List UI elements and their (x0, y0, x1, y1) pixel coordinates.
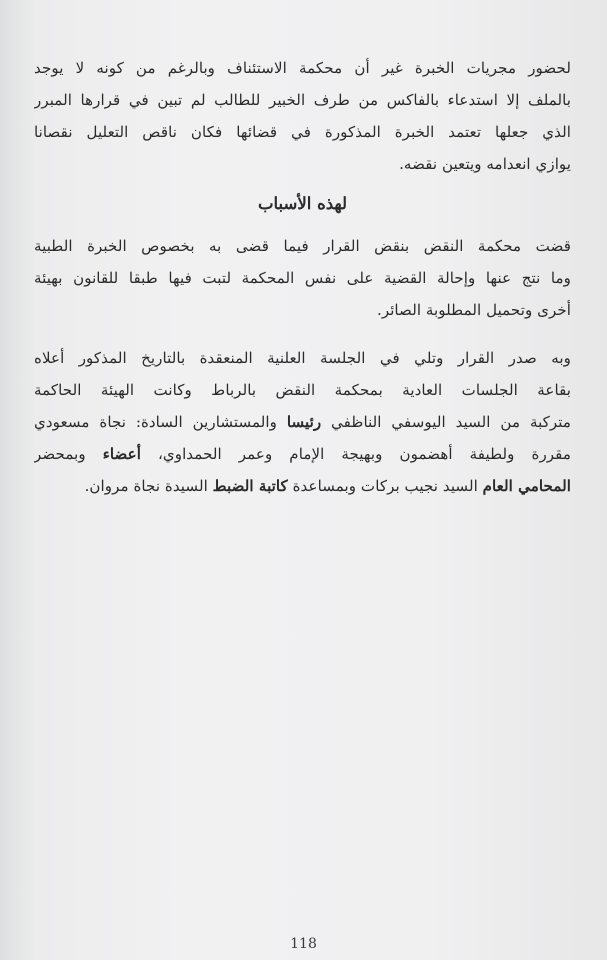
text-run: السيد نجيب بركات وبمساعدة (287, 477, 483, 495)
text-run: مقررة ولطيفة أهضمون وبهيجة الإمام وعمر الحمداوي، (140, 445, 571, 463)
text-line (34, 470, 571, 502)
text-line: يوازي انعدامه ويتعين نقضه. (399, 155, 571, 173)
text-run: والمستشارين السادة: نجاة مسعودي (34, 413, 287, 431)
bold-text-attorney-general: المحامي العام (482, 477, 571, 495)
text-run: السيدة نجاة مروان. (84, 477, 213, 495)
text-run: وبمحضر (34, 445, 103, 463)
text-line: وبه صدر القرار وتلي في الجلسة العلنية المنعقدة بالتاريخ المذكور أعلاه (34, 349, 571, 367)
text-run: متركبة من السيد اليوسفي الناظفي (321, 413, 571, 431)
text-line (34, 438, 571, 470)
text-line: أخرى وتحميل المطلوبة الصائر. (377, 301, 571, 319)
text-line: بالملف إلا استدعاء بالفاكس من طرف الخبير للطالب لم تبين في قرارها المبرر (34, 91, 571, 109)
paragraph-3 (34, 342, 571, 502)
paragraph-1 (34, 52, 571, 180)
text-line: وما نتج عنها وإحالة القضية على نفس المحكمة لتبت فيها طبقا للقانون بهيئة (34, 269, 571, 287)
paragraph-2 (34, 230, 571, 326)
section-heading: لهذه الأسباب (257, 194, 348, 213)
page-text (34, 52, 571, 502)
text-line: بقاعة الجلسات العادية بمحكمة النقض بالرباط وكانت الهيئة الحاكمة (34, 381, 571, 399)
bold-text-president: رئيسا (286, 413, 322, 431)
page-number: 118 (290, 936, 317, 952)
bold-text-members: أعضاء (102, 445, 141, 463)
paragraph-gap (34, 326, 571, 342)
text-line (34, 406, 571, 438)
text-line: لحضور مجريات الخبرة غير أن محكمة الاستئناف وبالرغم من كونه لا يوجد (34, 59, 571, 77)
text-line: الذي جعلها تعتمد الخبرة المذكورة في قضائها فكان ناقص التعليل نقصانا (34, 123, 571, 141)
text-line: قضت محكمة النقض بنقض القرار فيما قضى به بخصوص الخبرة الطبية (34, 237, 571, 255)
bold-text-clerk: كاتبة الضبط (212, 477, 288, 495)
